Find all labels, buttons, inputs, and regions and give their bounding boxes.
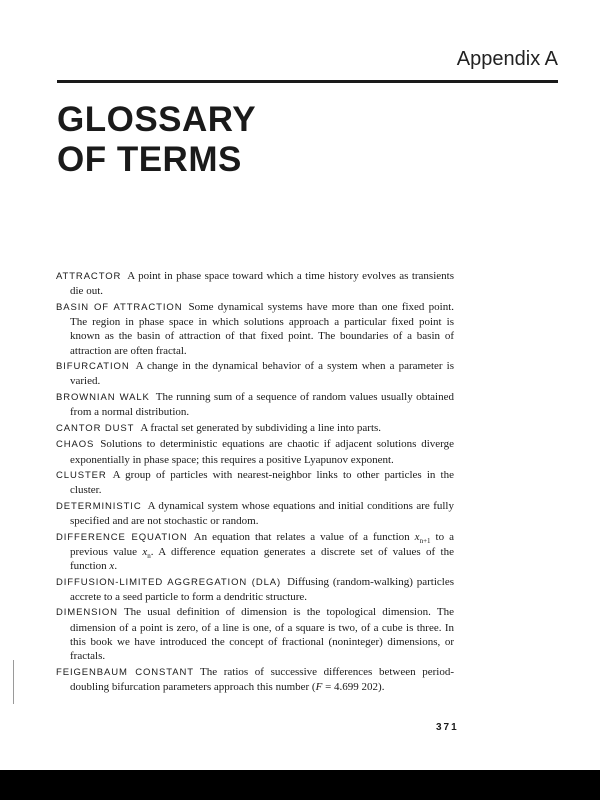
glossary-term: CHAOS — [56, 439, 95, 451]
glossary-term: FEIGENBAUM CONSTANT — [56, 666, 194, 678]
glossary-definition: Diffusing (random-walking) particles accrete to a seed particle to form a dendritic structure. — [70, 575, 454, 603]
glossary-definition: The ratios of successive differences between period-doubling bifurcation parameters approach this number (F = 4.699 202). — [70, 665, 454, 694]
glossary-term: DETERMINISTIC — [56, 500, 142, 512]
glossary-term: DIFFUSION-LIMITED AGGREGATION (DLA) — [56, 576, 282, 588]
glossary-list — [56, 269, 454, 696]
glossary-definition: The running sum of a sequence of random values usually obtained from a normal distribution. — [70, 390, 454, 419]
glossary-definition: The usual definition of dimension is the topological dimension. The dimension of a point is zero, of a line is one, of a square is two, of a cube is three. In this book we have introduced the concept of fractional (noninteger) dimensions, or fractals. — [70, 606, 454, 663]
page-title — [57, 100, 256, 180]
glossary-entry-deterministic — [56, 499, 454, 529]
glossary-definition: A point in phase space toward which a time history evolves as transients die out. — [70, 270, 454, 298]
glossary-term: BASIN OF ATTRACTION — [56, 301, 183, 313]
glossary-term: CLUSTER — [56, 469, 107, 481]
glossary-entry-dimension — [56, 605, 454, 663]
glossary-entry-basin-of-attraction — [56, 300, 454, 358]
glossary-definition: Solutions to deterministic equations are chaotic if adjacent solutions diverge exponentially in phase space; this requires a positive Lyapunov exponent. — [70, 438, 454, 466]
title-line-2: OF TERMS — [57, 140, 242, 179]
appendix-label: Appendix A — [456, 48, 558, 70]
margin-mark — [13, 660, 14, 704]
glossary-entry-attractor — [56, 269, 454, 299]
glossary-entry-cluster — [56, 468, 454, 498]
glossary-entry-brownian-walk — [56, 390, 454, 420]
glossary-term: DIMENSION — [56, 607, 118, 619]
glossary-definition: A dynamical system whose equations and initial conditions are fully specified and are not stochastic or random. — [70, 499, 454, 528]
glossary-entry-difference-equation — [56, 530, 454, 574]
glossary-entry-cantor-dust — [56, 421, 454, 436]
glossary-term: BIFURCATION — [56, 361, 130, 373]
glossary-entry-chaos — [56, 437, 454, 467]
glossary-term: ATTRACTOR — [56, 271, 122, 282]
glossary-term: BROWNIAN WALK — [56, 391, 150, 403]
page-number: 371 — [436, 722, 459, 733]
glossary-definition: A fractal set generated by subdividing a line into parts. — [140, 421, 382, 434]
header-rule — [57, 80, 558, 83]
glossary-entry-feigenbaum-constant — [56, 665, 454, 695]
glossary-entry-dla — [56, 575, 454, 605]
title-line-1: GLOSSARY — [57, 100, 257, 139]
glossary-entry-bifurcation — [56, 359, 454, 389]
glossary-term: DIFFERENCE EQUATION — [56, 531, 188, 543]
glossary-definition: Some dynamical systems have more than one fixed point. The region in phase space in which solutions approach a particular fixed point is known as the basin of attraction of that fixed point. The boundaries of a basin of attraction are often fractal. — [70, 300, 455, 357]
glossary-definition: An equation that relates a value of a function $x_{n+1}$ to a previous value $x_n$. A difference equation generates a discrete set of values of the function x. — [70, 530, 454, 573]
glossary-definition: A change in the dynamical behavior of a system when a parameter is varied. — [70, 360, 454, 388]
glossary-definition: A group of particles with nearest-neighbor links to other particles in the cluster. — [70, 468, 454, 497]
glossary-term: CANTOR DUST — [56, 422, 135, 434]
scan-bottom-bar — [0, 770, 600, 800]
